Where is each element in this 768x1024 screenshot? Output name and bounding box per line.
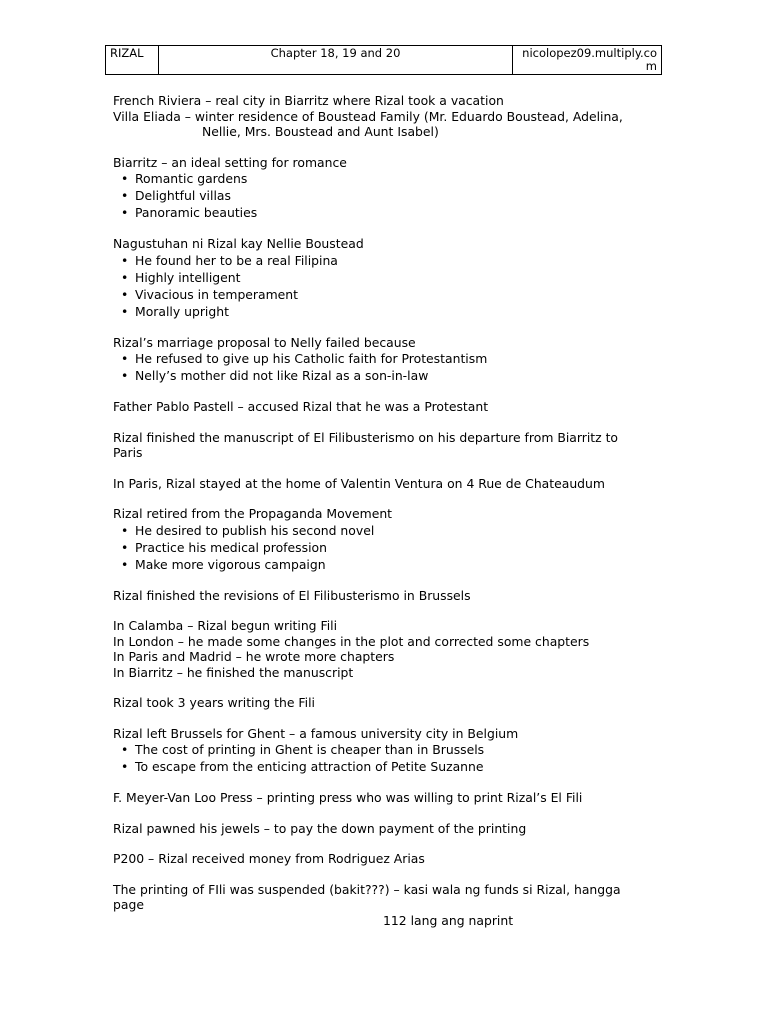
bullet-list [113,350,673,384]
list-item: • Panoramic beauties [113,204,673,221]
list-item: • Delightful villas [113,187,673,204]
section-title: Rizal left Brussels for Ghent – a famous university city in Belgium [113,725,519,741]
text-line: 112 lang ang naprint [383,912,514,928]
header-subject: RIZAL [106,46,159,75]
bullet-list [113,741,673,775]
text-line: Rizal pawned his jewels – to pay the down payment of the printing [113,820,527,836]
bullet-list [113,252,673,320]
text-line: French Riviera – real city in Biarritz where Rizal took a vacation [113,93,504,108]
list-item: • Nelly’s mother did not like Rizal as a son-in-law [113,367,673,384]
header-table [105,45,662,75]
text-line: Rizal finished the manuscript of El Filibusterismo on his departure from Biarritz to Paris [113,429,619,460]
text-line: P200 – Rizal received money from Rodriguez Arias [113,851,425,866]
list-item: • To escape from the enticing attraction of Petite Suzanne [113,758,673,775]
list-item: • Highly intelligent [113,269,673,286]
text-line: In Paris, Rizal stayed at the home of Valentin Ventura on 4 Rue de Chateaudum [113,475,605,491]
list-item: • Vivacious in temperament [113,286,673,303]
text-line: The printing of FIli was suspended (bakit???) – kasi wala ng funds si Rizal, hangga page [113,881,621,912]
list-item: • Make more vigorous campaign [113,556,673,573]
list-item: • Morally upright [113,303,673,320]
list-item: • The cost of printing in Ghent is cheaper than in Brussels [113,741,673,758]
bullet-list [113,522,673,573]
list-item: • Practice his medical profession [113,539,673,556]
list-item: • Romantic gardens [113,170,673,187]
text-line: In London – he made some changes in the plot and corrected some chapters [113,633,590,649]
header-chapter: Chapter 18, 19 and 20 [159,46,513,75]
section-title: Biarritz – an ideal setting for romance [113,154,347,170]
section-title: Rizal retired from the Propaganda Movement [113,506,393,521]
text-line: Villa Eliada – winter residence of Boustead Family (Mr. Eduardo Boustead, Adelina, [113,108,623,124]
section-title: Nagustuhan ni Rizal kay Nellie Boustead [113,236,364,251]
list-item: • He refused to give up his Catholic faith for Protestantism [113,350,673,367]
bullet-list [113,170,673,221]
text-line: Father Pablo Pastell – accused Rizal that he was a Protestant [113,399,489,414]
text-line: In Calamba – Rizal begun writing Fili [113,618,338,633]
list-item: • He desired to publish his second novel [113,522,673,539]
text-line: In Paris and Madrid – he wrote more chapters [113,649,395,664]
section-title: Rizal’s marriage proposal to Nelly failed because [113,334,416,350]
text-line: F. Meyer-Van Loo Press – printing press who was willing to print Rizal’s El Fili [113,790,583,805]
document-body [113,93,673,928]
text-line: In Biarritz – he finished the manuscript [113,664,354,680]
text-line: Rizal finished the revisions of El Filibusterismo in Brussels [113,587,471,603]
header-source: nicolopez09.multiply.com [513,46,662,75]
list-item: • He found her to be a real Filipina [113,252,673,269]
text-line: Nellie, Mrs. Boustead and Aunt Isabel) [202,124,439,139]
text-line: Rizal took 3 years writing the Fili [113,695,315,710]
